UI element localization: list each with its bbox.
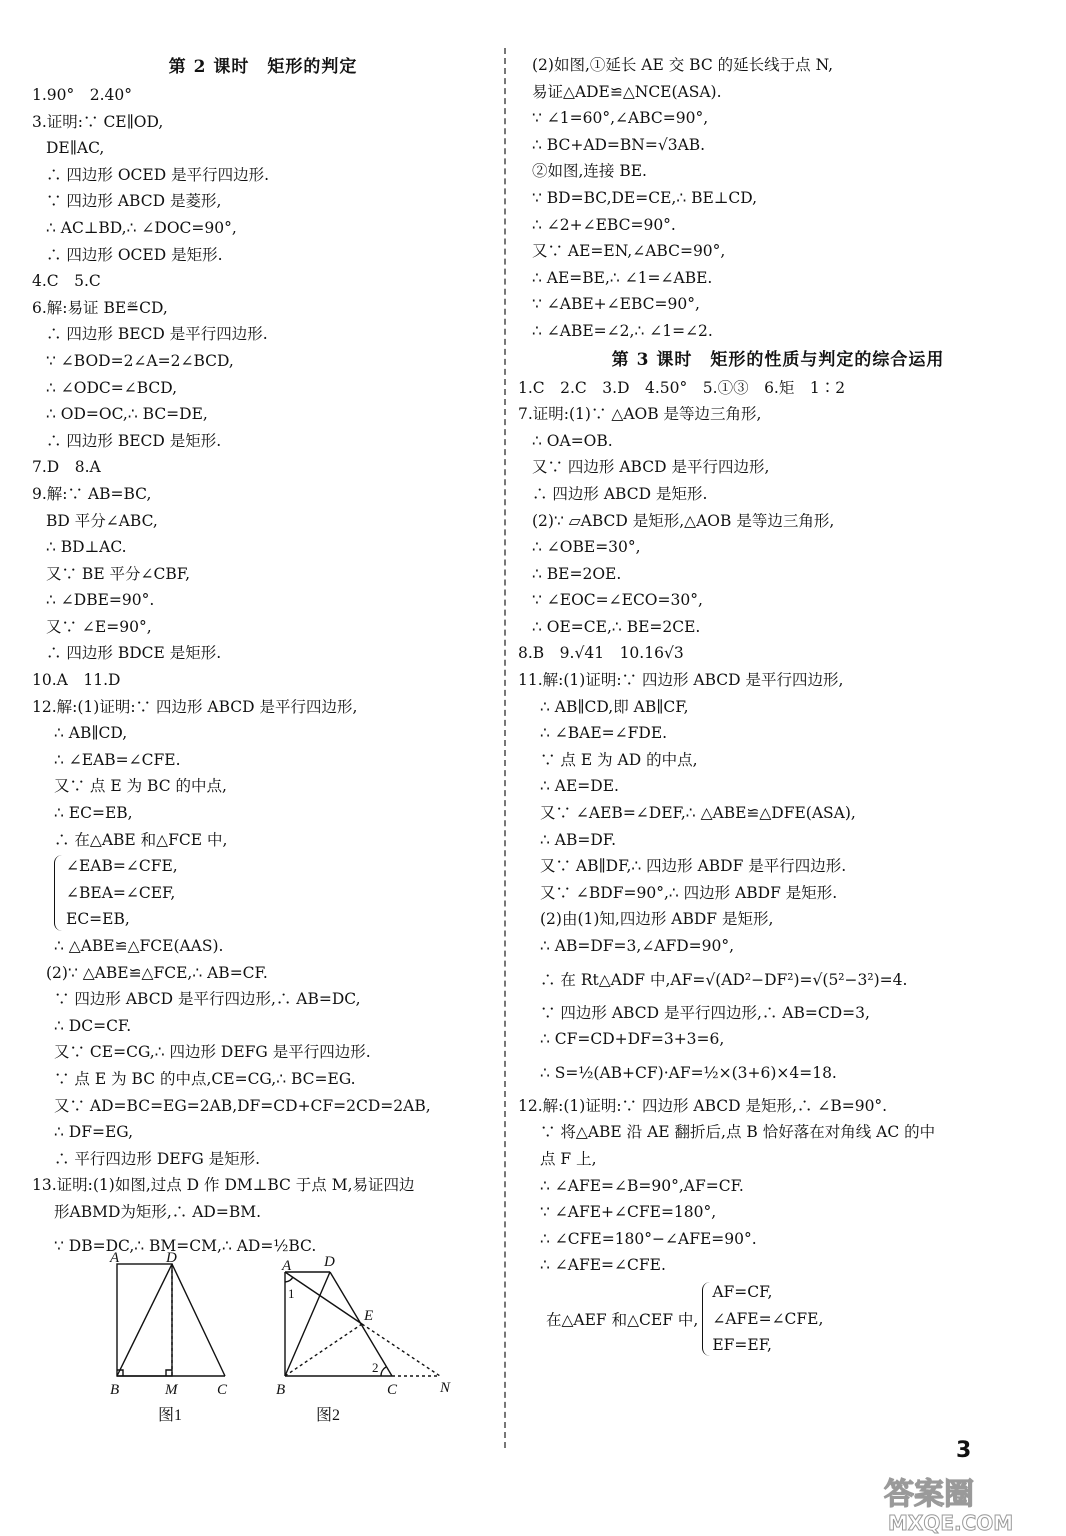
- watermark-text-cn: 答案圈: [884, 1477, 974, 1512]
- answer-line: 12.解:(1)证明:∵ 四边形 ABCD 是矩形,∴ ∠B=90°.: [518, 1096, 888, 1115]
- fig2-label-n: N: [440, 1380, 451, 1396]
- answer-line: ∴ DF=EG,: [54, 1123, 134, 1142]
- answer-line: ∴ AB∥CD,: [54, 724, 128, 743]
- answer-line: (2)∵ ▱ABCD 是矩形,△AOB 是等边三角形,: [532, 511, 835, 530]
- answer-line: 又∵ AB∥DF,∴ 四边形 ABDF 是平行四边形.: [540, 857, 847, 876]
- answer-line: (2)如图,①延长 AE 交 BC 的延长线于点 N,: [532, 56, 834, 74]
- answer-line: ∴ ∠2+∠EBC=90°.: [532, 215, 676, 234]
- answer-line: ∴ 四边形 OCED 是矩形.: [46, 245, 223, 264]
- answer-line: 8.B 9.√41 10.16√3: [518, 644, 684, 663]
- fig1-label-b: B: [110, 1382, 120, 1398]
- answer-line: ∴ AE=DE.: [540, 777, 619, 796]
- answer-line: ∴ BD⊥AC.: [46, 538, 127, 557]
- answer-line: 又∵ ∠E=90°,: [46, 617, 152, 636]
- answer-line: ∴ AB=DF.: [540, 830, 617, 849]
- geometry-figures: [100, 1252, 480, 1436]
- answer-line: ∴ BC+AD=BN=√3AB.: [532, 135, 706, 154]
- answer-line: 又∵ AD=BC=EG=2AB,DF=CD+CF=2CD=2AB,: [54, 1096, 431, 1115]
- answer-line: ②如图,连接 BE.: [532, 162, 647, 181]
- answer-line: ∴ △ABE≌△FCE(AAS).: [54, 937, 224, 955]
- answer-line: ∴ BE=2OE.: [532, 564, 622, 583]
- answer-line: 11.解:(1)证明:∵ 四边形 ABCD 是平行四边形,: [518, 671, 844, 690]
- answer-line: ∴ 四边形 BECD 是平行四边形.: [46, 325, 268, 344]
- watermark-text-url: MXQE.COM: [888, 1511, 1014, 1534]
- answer-line: ∴ 在△ABE 和△FCE 中,: [54, 830, 228, 849]
- answer-line: ∵ ∠1=60°,∠ABC=90°,: [532, 109, 709, 128]
- answer-line: 10.A 11.D: [32, 671, 121, 690]
- answer-line: ∴ ∠OBE=30°,: [532, 538, 641, 557]
- fig1-label-m: M: [165, 1382, 178, 1398]
- answer-line: 1.C 2.C 3.D 4.50° 5.①③ 6.矩 1∶2: [518, 378, 846, 397]
- answer-line: ∴ DC=CF.: [54, 1016, 132, 1035]
- page-number: 3: [956, 1438, 972, 1463]
- answer-line: ∴ S=½(AB+CF)·AF=½×(3+6)×4=18.: [540, 1063, 837, 1082]
- answer-line: 又∵ 四边形 ABCD 是平行四边形,: [532, 458, 770, 477]
- fig1-label-d: D: [166, 1252, 177, 1266]
- fig2-label-c: C: [387, 1382, 398, 1398]
- answer-line: 12.解:(1)证明:∵ 四边形 ABCD 是平行四边形,: [32, 697, 358, 716]
- fig2-angle-1-icon: [285, 1277, 293, 1282]
- answer-line: ∴ AC⊥BD,∴ ∠DOC=90°,: [46, 218, 237, 237]
- answer-line: ∴ ∠CFE=180°−∠AFE=90°.: [540, 1229, 757, 1248]
- answer-line: ∵ 将△ABE 沿 AE 翻折后,点 B 恰好落在对角线 AC 的中: [540, 1123, 936, 1142]
- condition-line: ∠BEA=∠CEF,: [66, 883, 176, 902]
- answer-line: (2)∵ △ABE≌△FCE,∴ AB=CF.: [46, 963, 268, 982]
- answer-line: ∴ OD=OC,∴ BC=DE,: [46, 405, 208, 424]
- figure-diagrams: [100, 1252, 480, 1432]
- answer-line: (2)由(1)知,四边形 ABDF 是矩形,: [540, 910, 774, 929]
- answer-line: ∴ ∠ODC=∠BCD,: [46, 378, 178, 397]
- answer-line: 9.解:∵ AB=BC,: [32, 484, 152, 503]
- answer-line: 3.证明:∵ CE∥OD,: [32, 112, 164, 131]
- fig1-segment-db: [117, 1264, 172, 1376]
- fig2-label-d: D: [324, 1254, 335, 1270]
- answer-line: 7.D 8.A: [32, 458, 101, 477]
- answer-line: 6.解:易证 BE≝CD,: [32, 298, 168, 317]
- answer-line: ∵ BD=BC,DE=CE,∴ BE⊥CD,: [532, 188, 758, 207]
- fig2-label-a: A: [282, 1258, 292, 1274]
- answer-line: 13.证明:(1)如图,过点 D 作 DM⊥BC 于点 M,易证四边: [32, 1176, 415, 1195]
- fig1-label-c: C: [217, 1382, 228, 1398]
- answer-line: ∴ EC=EB,: [54, 804, 133, 823]
- left-column: [32, 52, 494, 1266]
- answer-line: ∴ OA=OB.: [532, 431, 613, 450]
- fig2-angle-2-icon: [381, 1367, 386, 1376]
- answer-line: ∴ 在 Rt△ADF 中,AF=√(AD²−DF²)=√(5²−3²)=4.: [540, 970, 908, 989]
- answer-line: DE∥AC,: [46, 139, 105, 158]
- answer-line: ∴ ∠ABE=∠2,∴ ∠1=∠2.: [532, 321, 713, 340]
- answer-line: ∵ 点 E 为 BC 的中点,CE=CG,∴ BC=EG.: [54, 1069, 356, 1088]
- column-divider: [504, 48, 506, 1448]
- answer-line: ∵ ∠AFE+∠CFE=180°,: [540, 1203, 717, 1222]
- answer-line: ∵ DB=DC,∴ BM=CM,∴ AD=½BC.: [54, 1236, 317, 1255]
- answer-line: ∴ CF=CD+DF=3+3=6,: [540, 1030, 725, 1049]
- condition-line: AF=CF,: [712, 1282, 773, 1301]
- condition-line: ∠EAB=∠CFE,: [66, 857, 178, 876]
- answer-line: ∴ OE=CE,∴ BE=2CE.: [532, 617, 701, 636]
- answer-line: ∵ ∠EOC=∠ECO=30°,: [532, 591, 703, 610]
- answer-line: 点 F 上,: [540, 1149, 597, 1168]
- answer-line: ∴ 四边形 BECD 是矩形.: [46, 431, 222, 450]
- condition-line: EF=EF,: [712, 1336, 772, 1355]
- condition-line: ∠AFE=∠CFE,: [712, 1309, 824, 1328]
- answer-line: ∴ ∠AFE=∠B=90°,AF=CF.: [540, 1176, 744, 1195]
- section-title-lesson-2: 第 2 课时 矩形的判定: [168, 57, 358, 77]
- answer-line: ∴ ∠DBE=90°.: [46, 591, 155, 610]
- answer-line: ∵ 点 E 为 AD 的中点,: [540, 750, 698, 769]
- figure-2: [285, 1272, 440, 1376]
- figure-1: [117, 1264, 225, 1376]
- answer-line: 又∵ 点 E 为 BC 的中点,: [54, 777, 227, 796]
- answer-line: 易证△ADE≌△NCE(ASA).: [532, 82, 722, 101]
- condition-rows: [702, 1279, 823, 1359]
- fig2-label-2: 2: [372, 1360, 379, 1375]
- fig1-right-angle-m-icon: [166, 1370, 172, 1376]
- answer-line: ∴ ∠BAE=∠FDE.: [540, 724, 668, 743]
- answer-line: 又∵ ∠AEB=∠DEF,∴ △ABE≌△DFE(ASA),: [540, 804, 856, 823]
- answer-line: 又∵ ∠BDF=90°,∴ 四边形 ABDF 是矩形.: [540, 883, 838, 902]
- right-column: [518, 52, 1038, 1359]
- answer-line: ∵ 四边形 ABCD 是平行四边形,∴ AB=DC,: [54, 990, 361, 1009]
- answer-line: 又∵ CE=CG,∴ 四边形 DEFG 是平行四边形.: [54, 1043, 371, 1062]
- fig1-label-a: A: [110, 1252, 120, 1266]
- answer-line: 7.证明:(1)∵ △AOB 是等边三角形,: [518, 405, 762, 424]
- fig2-label-1: 1: [288, 1286, 295, 1301]
- answer-line: ∴ AB∥CD,即 AB∥CF,: [540, 697, 689, 716]
- answer-line: ∴ 四边形 OCED 是平行四边形.: [46, 165, 270, 184]
- answer-line: ∵ 四边形 ABCD 是平行四边形,∴ AB=CD=3,: [540, 1003, 870, 1022]
- left-brace-icon: [54, 855, 64, 931]
- answer-line: 形ABMD为矩形,∴ AD=BM.: [54, 1202, 262, 1221]
- answer-line: BD 平分∠ABC,: [46, 511, 158, 530]
- answer-line: ∵ ∠ABE+∠EBC=90°,: [532, 295, 700, 314]
- answer-line: ∵ 四边形 ABCD 是菱形,: [46, 192, 222, 211]
- answer-line: ∴ ∠AFE=∠CFE.: [540, 1256, 666, 1275]
- answer-line: 1.90° 2.40°: [32, 86, 133, 104]
- answer-line: ∴ AB=DF=3,∠AFD=90°,: [540, 937, 735, 955]
- answer-line: ∴ 四边形 ABCD 是矩形.: [532, 484, 708, 503]
- answer-line: 又∵ BE 平分∠CBF,: [46, 564, 191, 583]
- answer-line: ∴ 平行四边形 DEFG 是矩形.: [54, 1149, 261, 1168]
- section-title-lesson-3: 第 3 课时 矩形的性质与判定的综合运用: [611, 349, 945, 370]
- watermark-logo: [878, 1470, 1058, 1534]
- congruence-conditions: [32, 853, 494, 933]
- answer-line: ∴ 四边形 BDCE 是矩形.: [46, 644, 222, 663]
- fig2-label-b: B: [276, 1382, 286, 1398]
- answer-line: 4.C 5.C: [32, 272, 101, 291]
- fig1-caption: 图1: [158, 1407, 183, 1424]
- answer-line: ∵ ∠BOD=2∠A=2∠BCD,: [46, 351, 234, 370]
- congruence-conditions-aef-cef: [518, 1279, 1038, 1359]
- condition-label: 在△AEF 和△CEF 中,: [546, 1310, 699, 1329]
- fig2-label-e: E: [364, 1308, 374, 1324]
- answer-line: ∴ AE=BE,∴ ∠1=∠ABE.: [532, 268, 713, 287]
- answer-line: 又∵ AE=EN,∠ABC=90°,: [532, 242, 726, 261]
- fig2-caption: 图2: [316, 1407, 341, 1424]
- condition-line: EC=EB,: [66, 910, 130, 929]
- answer-line: ∴ ∠EAB=∠CFE.: [54, 750, 181, 769]
- fig2-segment-ae: [285, 1272, 362, 1324]
- fig1-segment-dc: [172, 1264, 225, 1376]
